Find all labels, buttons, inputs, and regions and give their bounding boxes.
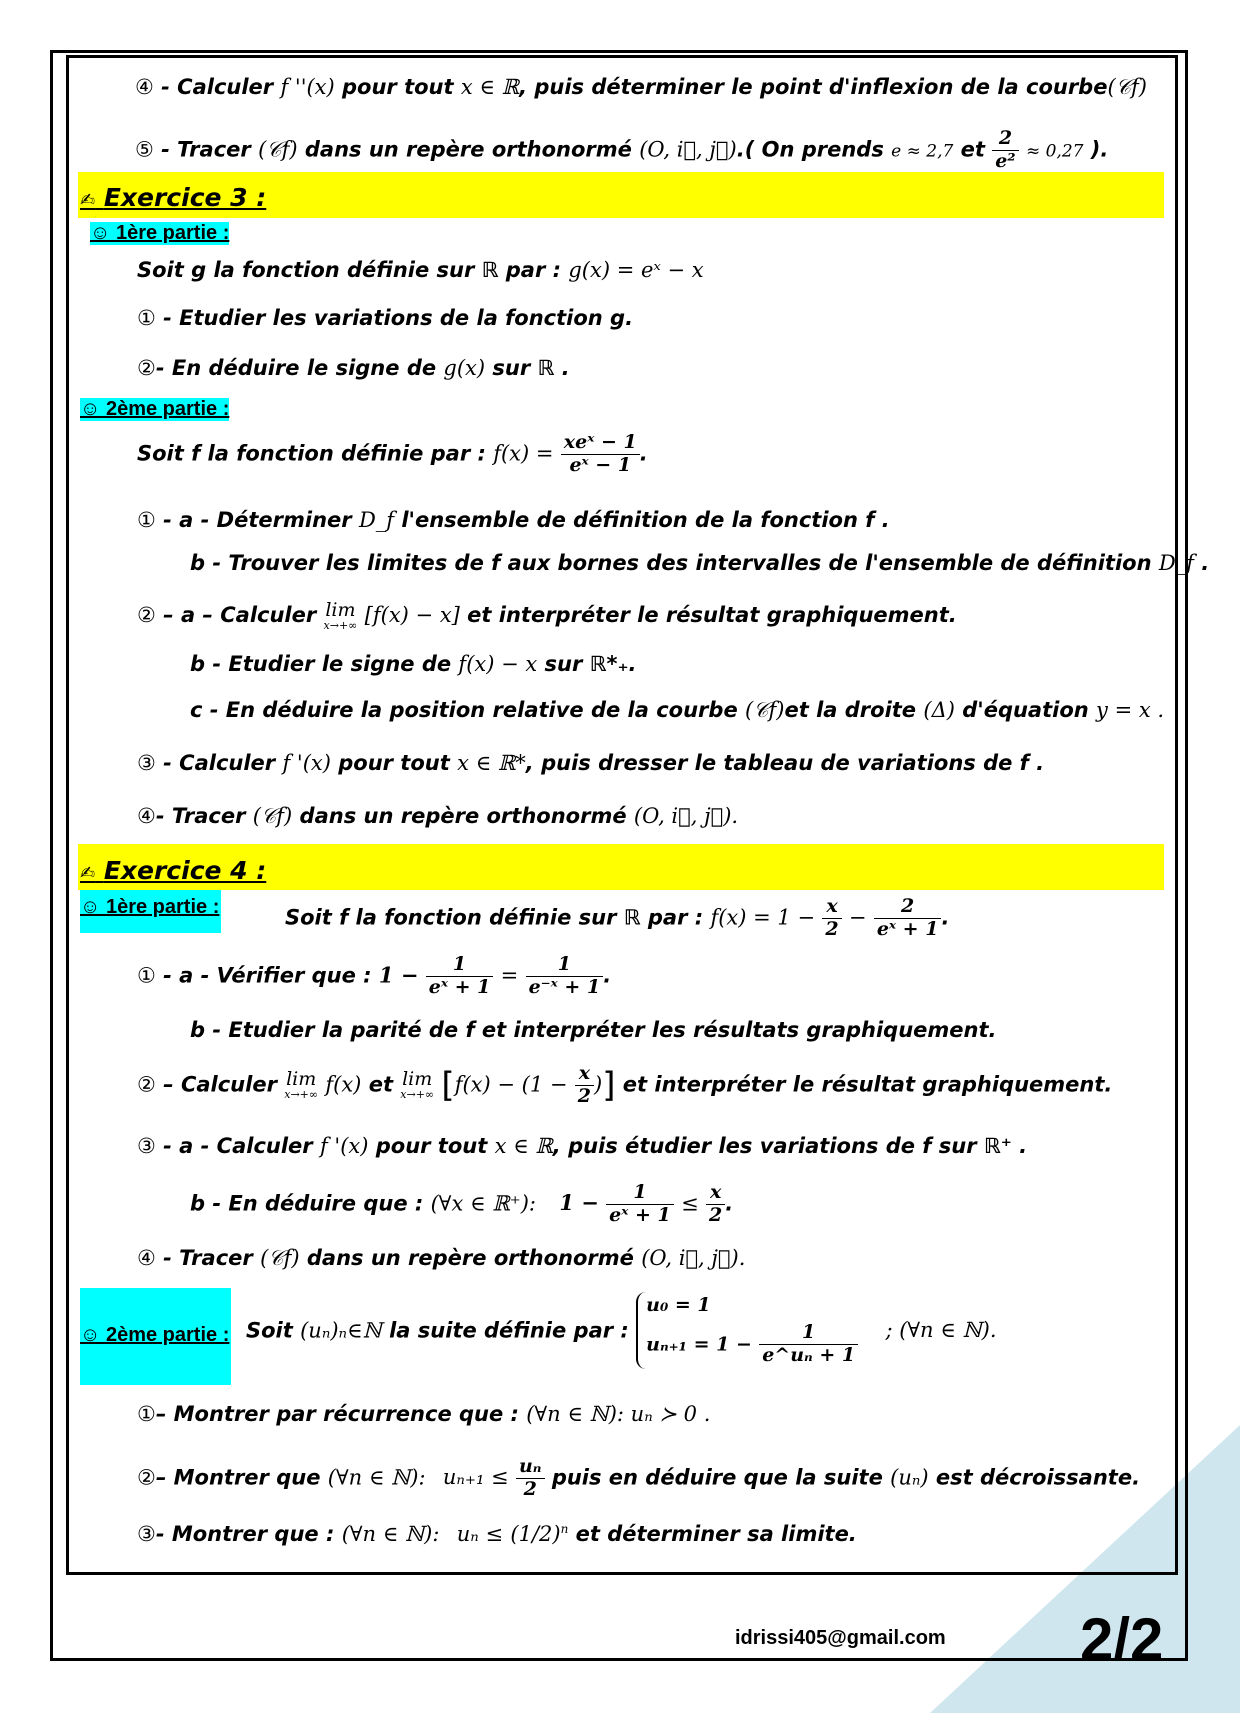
number-1-icon: ① [137,1402,156,1426]
number-3-icon: ③ [137,751,156,775]
fraction: $\frac{x}{2}$ [706,1182,725,1227]
page-number: 2/2 [1080,1606,1164,1673]
ex4-p1-question-4: ④ - Tracer (𝒞f) dans un repère orthonormé (O, i⃗, j⃗). [137,1246,746,1270]
number-4-icon: ④ [137,804,156,828]
ex4-p1-question-1a: ① - a - Vérifier que : 1 − $\frac{1}{\text{eˣ + 1}}$ = $\frac{1}{\text{e⁻ˣ + 1}}$ . [137,953,612,998]
pencil-hand-icon: ✍ [80,863,96,884]
top-question-4: ④ - Calculer f ''(x) pour tout x ∈ ℝ, puis déterminer le point d'inflexion de la courbe(𝒞f) [135,75,1147,99]
ex3-p2-question-2c: c - En déduire la position relative de la courbe (𝒞f)et la droite (Δ) d'équation y = x . [190,698,1165,722]
exercise-3-title: ✍ Exercice 3 : [80,183,267,212]
right-bracket: ] [602,1065,616,1106]
author-email: idrissi405@gmail.com [735,1627,946,1649]
fraction: $\frac{2}{\text{e²}}$ [992,128,1018,173]
ex4-p2-question-1: ①– Montrer par récurrence que : (∀n ∈ ℕ): uₙ ≻ 0 . [137,1402,711,1426]
fraction: $\frac{1}{\text{e⁻ˣ + 1}}$ [526,954,604,999]
number-2-icon: ② [137,603,156,627]
exercise-3-part-2-label: ☺ 2ème partie : [80,398,230,420]
number-2-icon: ② [137,1072,156,1097]
ex3-p2-question-2b: b - Etudier le signe de f(x) − x sur ℝ*₊. [190,652,637,676]
number-4-icon: ④ [137,1246,156,1270]
top-question-5: ⑤ - Tracer (𝒞f) dans un repère orthonormé (O, i⃗, j⃗).( On prends e ≈ 2,7 et $\frac{2}{\text{e²}}$ ≈ 0,27 ). [135,127,1109,172]
exercise-4-part-1-label: ☺ 1ère partie : [80,890,221,933]
ex3-p2-question-3: ③ - Calculer f '(x) pour tout x ∈ ℝ*, puis dresser le tableau de variations de f . [137,751,1045,775]
fraction: $\frac{x}{2}$ [575,1063,594,1108]
ex4-p2-intro: Soit (uₙ)ₙ∈ℕ la suite définie par : u₀ = 1 uₙ₊₁ = 1 − $\frac{1}{\text{e\textasciicircum{}uₙ + 1}}$ ; (∀n ∈ ℕ). [246,1292,997,1369]
limit-operator: lim x→+∞ [400,1068,435,1102]
fraction: $\frac{1}{\text{e\textasciicircum{}uₙ + 1}}$ [759,1322,858,1367]
fraction: $\frac{x}{2}$ [822,896,841,941]
number-3-icon: ③ [137,1522,156,1546]
ex3-p2-question-2a: ② – a – Calculer lim x→+∞ [f(x) − x] et interpréter le résultat graphiquement. [137,599,957,632]
ex3-p1-question-2: ②- En déduire le signe de g(x) sur ℝ . [137,356,570,380]
ex4-p1-intro: Soit f la fonction définie sur ℝ par : f(x) = 1 − $\frac{x}{2}$ − $\frac{2}{\text{eˣ + 1}}$ . [285,895,950,940]
fraction: $\frac{\text{uₙ}}{2}$ [516,1456,545,1501]
ex3-p2-intro: Soit f la fonction définie par : f(x) = $\frac{\text{xeˣ − 1}}{\text{eˣ − 1}}$ . [137,431,648,476]
number-3-icon: ③ [137,1134,156,1158]
sequence-system: u₀ = 1 uₙ₊₁ = 1 − $\frac{1}{\text{e\textasciicircum{}uₙ + 1}}$ [636,1292,858,1369]
ex3-p2-question-1b: b - Trouver les limites de f aux bornes des intervalles de l'ensemble de définition D_f . [190,551,1210,575]
ex4-p1-question-2: ② – Calculer lim x→+∞ f(x) et lim x→+∞ [f(x) − (1 − $\frac{x}{2}$ )] et interpréter le résultat graphiquement. [137,1062,1113,1107]
ex4-p2-question-2: ②– Montrer que (∀n ∈ ℕ): uₙ₊₁ ≤ $\frac{\text{uₙ}}{2}$ puis en déduire que la suite (uₙ) est décroissante. [137,1455,1141,1500]
number-2-icon: ② [137,1465,156,1490]
limit-operator: lim x→+∞ [284,1068,319,1102]
number-4-icon: ④ [135,75,154,99]
number-5-icon: ⑤ [135,137,154,162]
ex4-p1-question-3b: b - En déduire que : (∀x ∈ ℝ⁺): 1 − $\frac{1}{\text{eˣ + 1}}$ ≤ $\frac{x}{2}$ . [190,1181,734,1226]
exercise-3-part-1-label: ☺ 1ère partie : [90,222,230,244]
ex4-p1-question-1b: b - Etudier la parité de f et interpréter les résultats graphiquement. [190,1018,997,1042]
fraction: $\frac{2}{\text{eˣ + 1}}$ [874,896,942,941]
ex4-p2-question-3: ③- Montrer que : (∀n ∈ ℕ): $u_n \le (1/2)^n$ et déterminer sa limite. [137,1522,857,1546]
ex4-p1-question-3a: ③ - a - Calculer f '(x) pour tout x ∈ ℝ, puis étudier les variations de f sur ℝ⁺ . [137,1134,1028,1158]
fraction: $\frac{1}{\text{eˣ + 1}}$ [606,1182,674,1227]
number-1-icon: ① [137,306,156,330]
number-2-icon: ② [137,356,156,380]
number-1-icon: ① [137,508,156,532]
ex3-p1-question-1: ① - Etudier les variations de la fonction g. [137,306,634,330]
number-1-icon: ① [137,963,156,988]
fraction: $\frac{1}{\text{eˣ + 1}}$ [426,954,494,999]
fraction: $\frac{\text{xeˣ − 1}}{\text{eˣ − 1}}$ [561,432,640,477]
exercise-4-part-2-label: ☺ 2ème partie : [80,1288,231,1385]
ex3-p1-intro: Soit g la fonction définie sur ℝ par : g(x) = eˣ − x [137,258,704,282]
pencil-hand-icon: ✍ [80,190,96,211]
ex3-p2-question-4: ④- Tracer (𝒞f) dans un repère orthonormé (O, i⃗, j⃗). [137,804,739,828]
ex3-p2-question-1a: ① - a - Déterminer D_f l'ensemble de définition de la fonction f . [137,508,890,532]
limit-operator: lim x→+∞ [323,599,358,632]
left-bracket: [ [441,1065,455,1106]
exercise-4-title: ✍ Exercice 4 : [80,856,267,885]
